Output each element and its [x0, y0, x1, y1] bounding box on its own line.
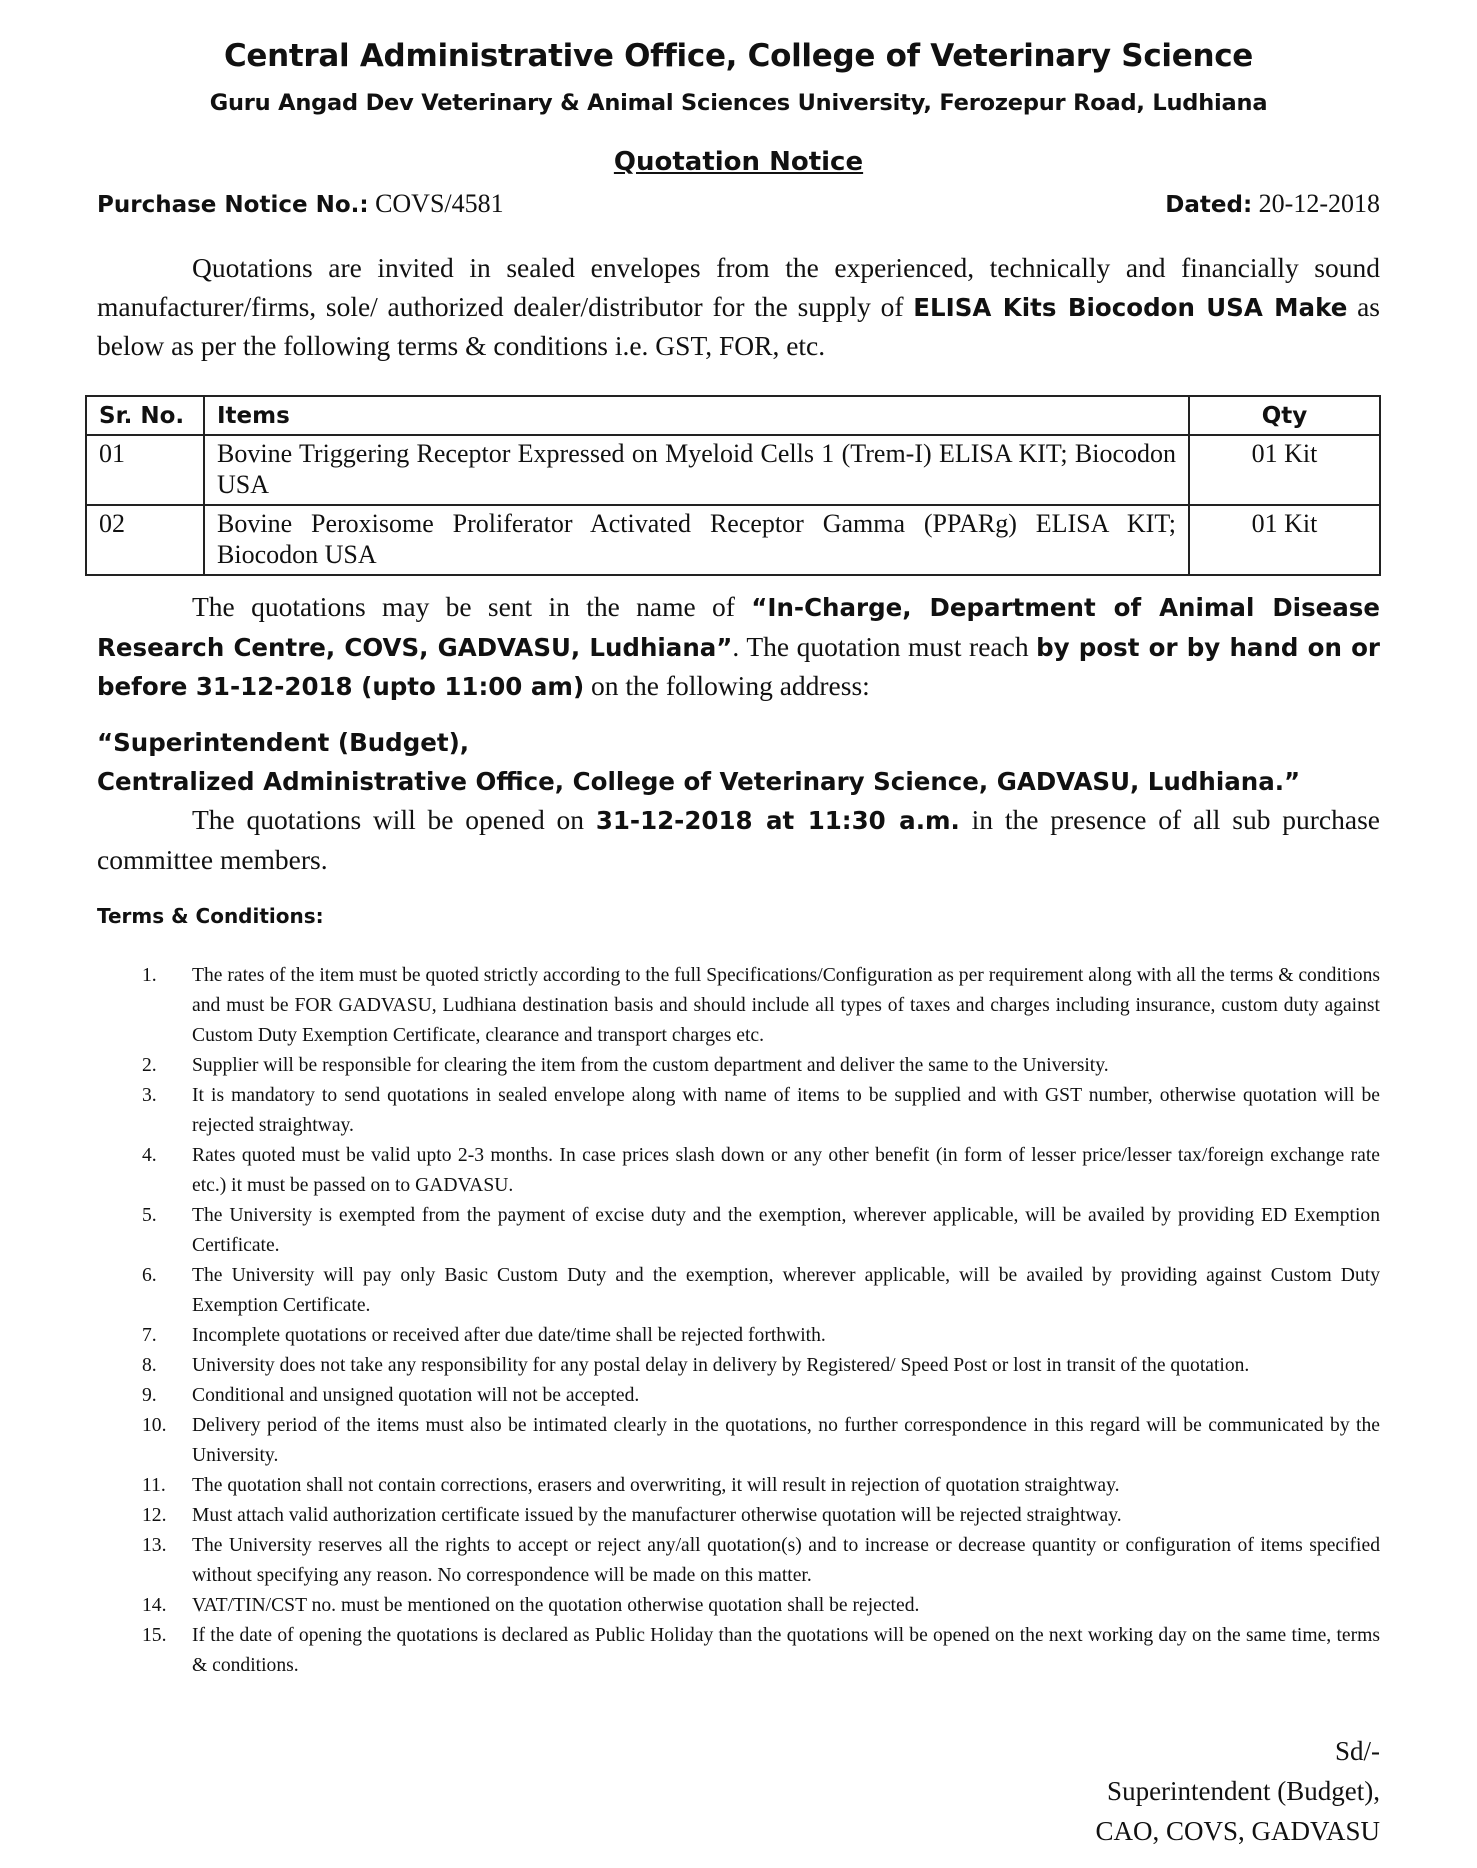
address-line-1: “Superintendent (Budget),	[97, 728, 470, 757]
row-sr-no: 01	[86, 435, 204, 505]
intro-text-2: as below as per the following terms & conditions i.e. GST, FOR, etc.	[97, 290, 1380, 361]
submission-addressee: “In-Charge, Department of Animal Disease Research Centre, COVS, GADVASU, Ludhiana”	[97, 593, 1380, 662]
term-item	[97, 1321, 1380, 1351]
term-number: 14.	[142, 1595, 167, 1616]
term-item	[97, 1411, 1380, 1471]
term-text: The University will pay only Basic Custom Duty and the exemption, wherever applicable, will be availed by providing against Custom Duty Exemption Certificate.	[192, 1265, 1380, 1316]
term-number: 11.	[142, 1475, 166, 1496]
term-text: If the date of opening the quotations is declared as Public Holiday than the quotations will be opened on the next working day on the same time, terms & conditions.	[192, 1625, 1380, 1676]
intro-paragraph	[97, 249, 1380, 366]
term-item	[97, 1501, 1380, 1531]
header-items: Items	[204, 396, 1189, 435]
term-number: 3.	[142, 1085, 157, 1106]
term-text: The quotation shall not contain corrections, erasers and overwriting, it will result in rejection of quotation straightway.	[192, 1475, 1120, 1496]
term-number: 6.	[142, 1265, 157, 1286]
term-number: 12.	[142, 1505, 167, 1526]
term-number: 13.	[142, 1535, 167, 1556]
notice-number	[97, 189, 504, 219]
table-row	[86, 505, 1380, 575]
notice-date	[1165, 189, 1380, 219]
term-item	[97, 1141, 1380, 1201]
term-text: Rates quoted must be valid upto 2-3 months. In case prices slash down or any other benefit (in form of lesser price/lesser tax/foreign exchange rate etc.) it must be passed on to GADVASU.	[192, 1145, 1380, 1196]
term-number: 7.	[142, 1325, 157, 1346]
delivery-address	[97, 724, 1380, 801]
terms-heading: Terms & Conditions:	[97, 904, 324, 928]
term-number: 9.	[142, 1385, 157, 1406]
term-text: VAT/TIN/CST no. must be mentioned on the quotation otherwise quotation shall be rejected.	[192, 1595, 920, 1616]
term-text: Delivery period of the items must also be intimated clearly in the quotations, no further correspondence in this regard will be communicated by the University.	[192, 1415, 1380, 1466]
term-text: It is mandatory to send quotations in sealed envelope along with name of items to be supplied and with GST number, otherwise quotation will be rejected straightway.	[192, 1085, 1380, 1136]
term-text: The rates of the item must be quoted strictly according to the full Specifications/Configuration as per requirement along with all the terms & conditions and must be FOR GADVASU, Ludhiana destination basis and should include all types of taxes and charges including insurance, custom duty against Custom Duty Exemption Certificate, clearance and transport charges etc.	[192, 965, 1380, 1046]
header-qty: Qty	[1189, 396, 1380, 435]
opening-paragraph	[97, 801, 1380, 879]
term-text: University does not take any responsibility for any postal delay in delivery by Registered/ Speed Post or lost in transit of the quotation.	[192, 1355, 1250, 1376]
term-item	[97, 1621, 1380, 1681]
header-sr-no: Sr. No.	[86, 396, 204, 435]
opening-text-2: in the presence of all sub purchase committee members.	[97, 804, 1380, 875]
term-text: Must attach valid authorization certificate issued by the manufacturer otherwise quotation will be rejected straightway.	[192, 1505, 1122, 1526]
opening-datetime: 31-12-2018 at 11:30 a.m.	[595, 806, 960, 835]
table-header-row	[86, 396, 1380, 435]
term-item	[97, 1531, 1380, 1591]
submission-deadline: by post or by hand on or before 31-12-2018 (upto 11:00 am)	[97, 632, 1380, 701]
term-item	[97, 961, 1380, 1051]
row-item: Bovine Peroxisome Proliferator Activated Receptor Gamma (PPARg) ELISA KIT; Biocodon USA	[204, 505, 1189, 575]
notice-heading: Quotation Notice	[613, 147, 864, 177]
notice-number-value: COVS/4581	[375, 189, 504, 218]
term-item	[97, 1471, 1380, 1501]
term-item	[97, 1201, 1380, 1261]
submission-text-1: The quotations may be sent in the name of	[192, 591, 752, 622]
address-line-2: Centralized Administrative Office, College of Veterinary Science, GADVASU, Ludhiana.”	[97, 766, 1301, 796]
row-qty: 01 Kit	[1189, 505, 1380, 575]
term-number: 10.	[142, 1415, 167, 1436]
signature-office: CAO, COVS, GADVASU	[1095, 1816, 1380, 1846]
term-text: Conditional and unsigned quotation will not be accepted.	[192, 1385, 640, 1406]
notice-number-line	[97, 189, 1380, 219]
term-number: 4.	[142, 1145, 157, 1166]
intro-text-1: Quotations are invited in sealed envelopes from the experienced, technically and financially sound manufacturer/firms, sole/ authorized dealer/distributor for the supply of	[97, 252, 1380, 322]
notice-date-label: Dated:	[1165, 192, 1253, 218]
signature-block	[1095, 1731, 1380, 1851]
term-item	[97, 1261, 1380, 1321]
submission-text-3: on the following address:	[584, 670, 870, 701]
term-number: 1.	[142, 965, 157, 986]
signature-designation: Superintendent (Budget),	[1107, 1776, 1380, 1806]
submission-text-2: . The quotation must reach	[732, 630, 1037, 662]
term-item	[97, 1591, 1380, 1621]
notice-number-label: Purchase Notice No.:	[97, 192, 369, 218]
intro-bold-text: ELISA Kits Biocodon USA Make	[913, 292, 1348, 322]
term-item	[97, 1351, 1380, 1381]
notice-date-value: 20-12-2018	[1258, 189, 1380, 218]
term-number: 15.	[142, 1625, 167, 1646]
term-number: 2.	[142, 1055, 157, 1076]
term-number: 5.	[142, 1205, 157, 1226]
row-qty: 01 Kit	[1189, 435, 1380, 505]
term-text: The University reserves all the rights to accept or reject any/all quotation(s) and to increase or decrease quantity or configuration of items specified without specifying any reason. No correspondence will be made on this matter.	[192, 1535, 1380, 1586]
office-title: Central Administrative Office, College of Veterinary Science	[223, 38, 1254, 74]
university-name: Guru Angad Dev Veterinary & Animal Sciences University, Ferozepur Road, Ludhiana	[209, 90, 1268, 116]
term-text: Incomplete quotations or received after due date/time shall be rejected forthwith.	[192, 1325, 826, 1346]
opening-text-1: The quotations will be opened on	[192, 804, 596, 835]
row-sr-no: 02	[86, 505, 204, 575]
term-text: The University is exempted from the payment of excise duty and the exemption, wherever applicable, will be availed by providing ED Exemption Certificate.	[192, 1205, 1380, 1256]
terms-list	[97, 961, 1380, 1681]
term-number: 8.	[142, 1355, 157, 1376]
term-item	[97, 1051, 1380, 1081]
table-row	[86, 435, 1380, 505]
items-table	[85, 395, 1381, 576]
term-text: Supplier will be responsible for clearing the item from the custom department and deliver the same to the University.	[192, 1055, 1109, 1076]
signature-sd: Sd/-	[1334, 1736, 1380, 1766]
term-item	[97, 1381, 1380, 1411]
term-item	[97, 1081, 1380, 1141]
submission-paragraph	[97, 588, 1380, 707]
row-item: Bovine Triggering Receptor Expressed on Myeloid Cells 1 (Trem-I) ELISA KIT; Biocodon USA	[204, 435, 1189, 505]
